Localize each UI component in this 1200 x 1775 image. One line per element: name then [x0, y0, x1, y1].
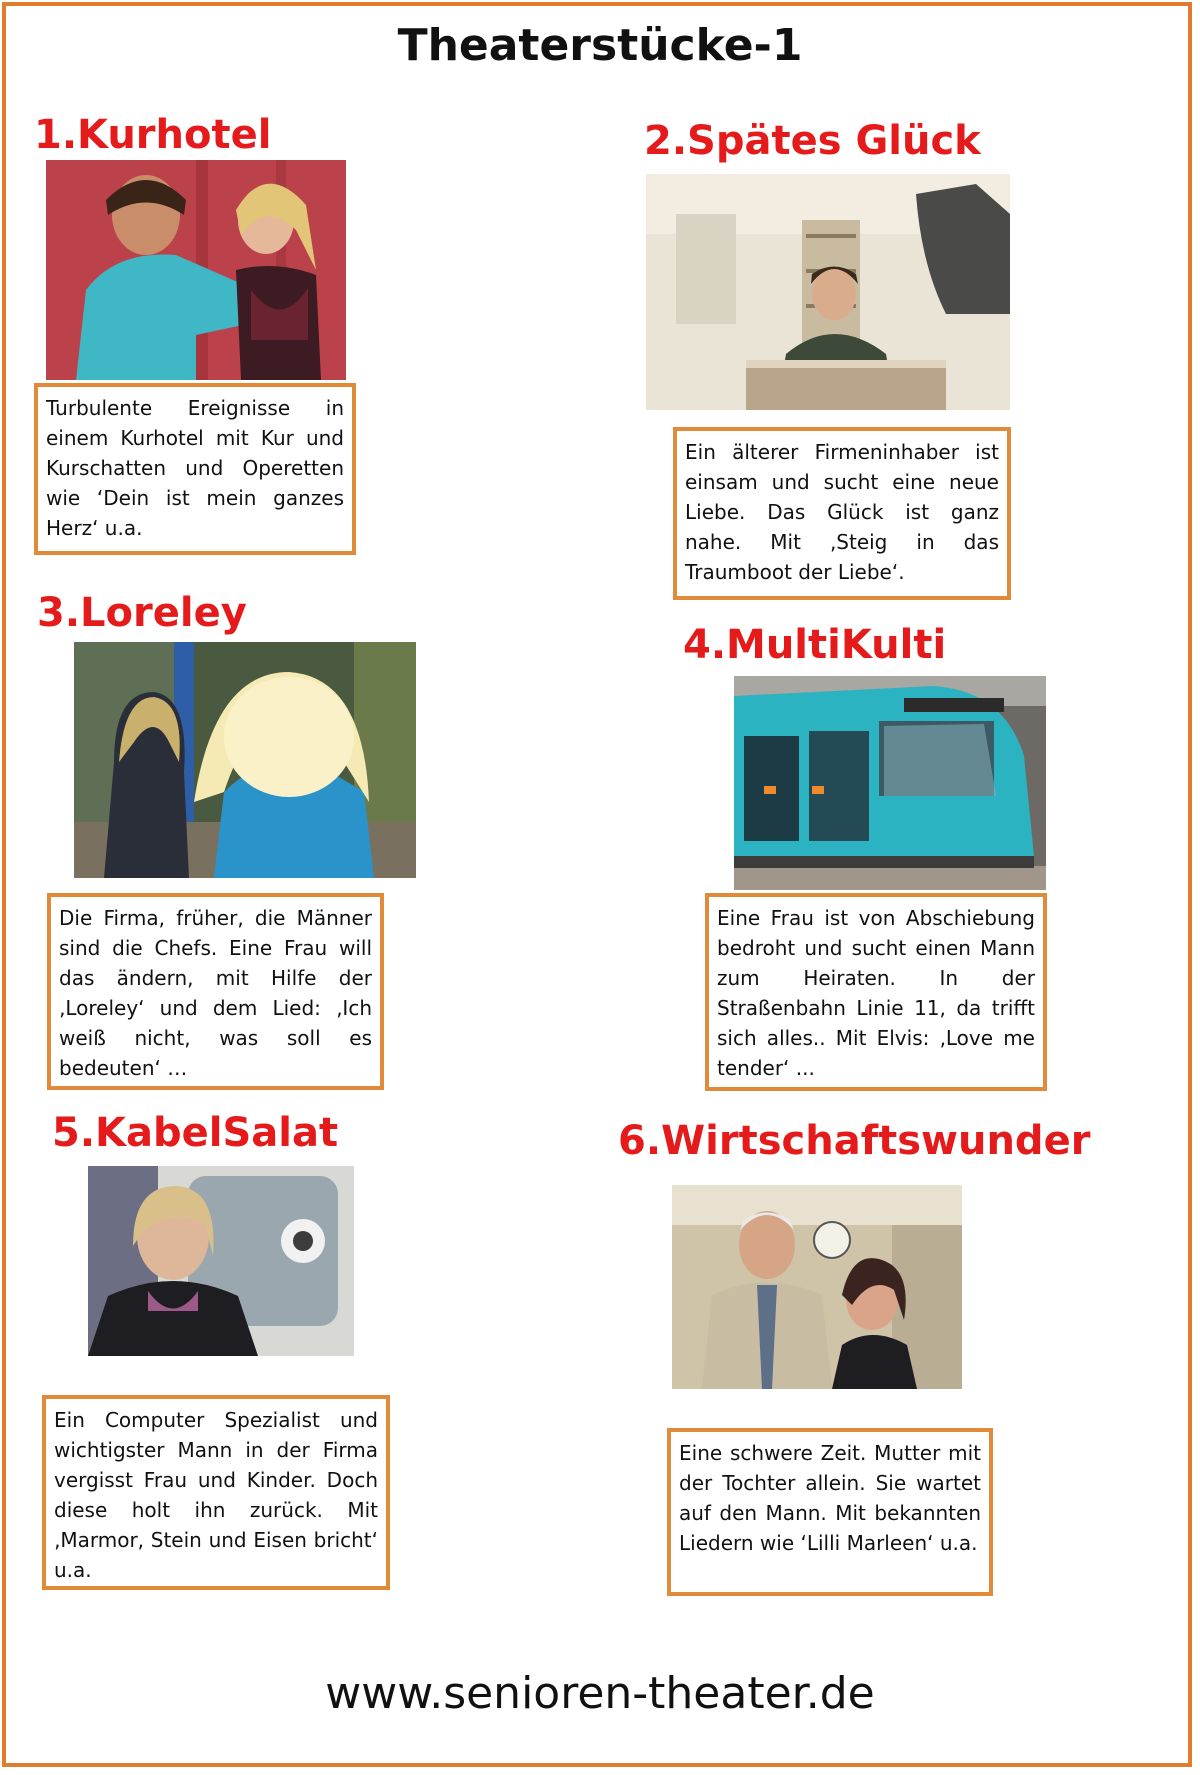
photo-kabelsalat [88, 1166, 354, 1356]
page-title: Theaterstücke-1 [397, 20, 803, 71]
footer-url[interactable]: www.senioren-theater.de [325, 1668, 875, 1719]
play-title-multikulti: 4.MultiKulti [683, 622, 947, 668]
description-kurhotel: Turbulente Ereignisse in einem Kurhotel mit Kur und Kurschatten und Operetten wie ‘Dein ist mein ganzes Herz‘ u.a. [34, 383, 356, 555]
play-title-wirtschaftswunder: 6.Wirtschaftswunder [618, 1118, 1091, 1164]
play-title-loreley: 3.Loreley [37, 590, 247, 636]
photo-wirtschaftswunder [672, 1185, 962, 1389]
description-wirtschaftswunder: Eine schwere Zeit. Mutter mit der Tochter allein. Sie wartet auf den Mann. Mit bekannten Liedern wie ‘Lilli Marleen‘ u.a. [667, 1428, 993, 1596]
play-title-spaetes-glueck: 2.Spätes Glück [644, 118, 981, 164]
photo-multikulti [734, 676, 1046, 890]
play-title-kabelsalat: 5.KabelSalat [52, 1110, 339, 1156]
description-loreley: Die Firma, früher, die Männer sind die Chefs. Eine Frau will das ändern, mit Hilfe der ‚Loreley‘ und dem Lied: ‚Ich weiß nicht, was soll es bedeuten‘ … [47, 893, 384, 1090]
description-spaetes-glueck: Ein älterer Firmeninhaber ist einsam und sucht eine neue Liebe. Das Glück ist ganz nahe. Mit ‚Steig in das Traumboot der Liebe‘. [673, 427, 1011, 600]
photo-kurhotel [46, 160, 346, 380]
play-title-kurhotel: 1.Kurhotel [34, 112, 272, 158]
photo-loreley [74, 642, 416, 878]
photo-spaetes-glueck [646, 174, 1010, 410]
description-kabelsalat: Ein Computer Spezialist und wichtigster Mann in der Firma vergisst Frau und Kinder. Doch diese holt ihn zurück. Mit ‚Marmor, Stein und Eisen bricht‘ u.a. [42, 1395, 390, 1590]
description-multikulti: Eine Frau ist von Abschiebung bedroht und sucht einen Mann zum Heiraten. In der Straßenbahn Linie 11, da trifft sich alles.. Mit Elvis: ‚Love me tender‘ ... [705, 893, 1047, 1091]
